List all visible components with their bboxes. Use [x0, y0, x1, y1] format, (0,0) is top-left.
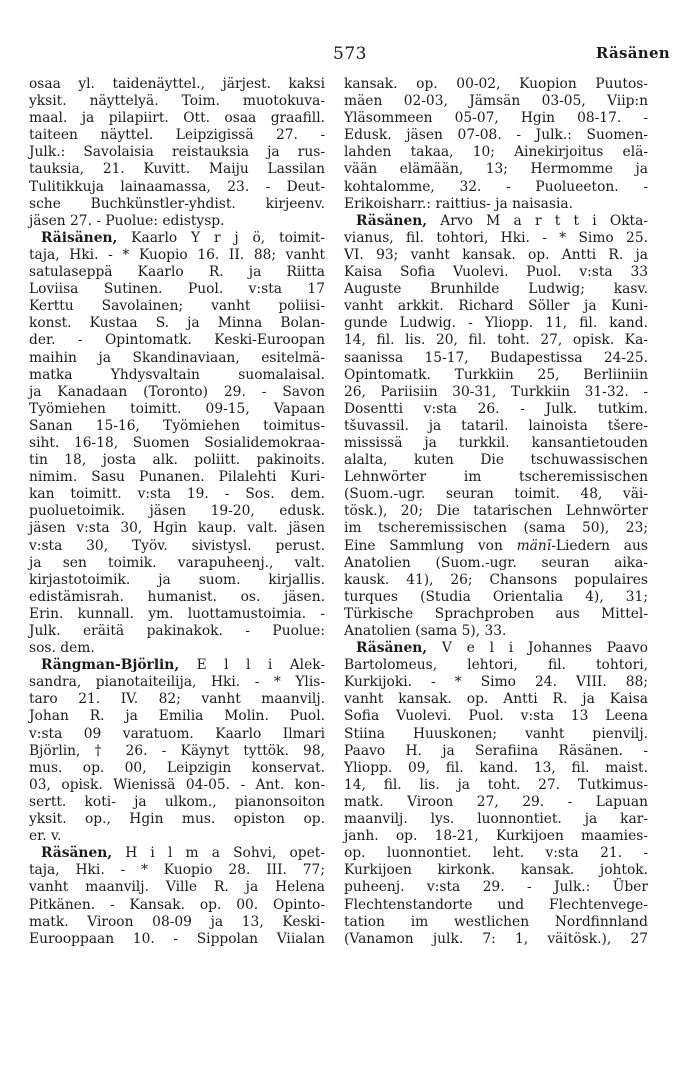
text-line: maal. ja pilapiirt. Ott. osaa graafill. — [29, 110, 325, 127]
entry-heading-line — [344, 213, 648, 230]
page-header — [30, 44, 670, 68]
text-line: yksit. näyttelyä. Toim. muotokuva- — [29, 93, 325, 110]
text-line: kirjastotoimik. ja suom. kirjallis. — [29, 571, 325, 588]
entry-heading-line — [344, 640, 648, 657]
text-line: Opintomatk. Turkkiin 25, Berliiniin — [344, 366, 648, 383]
text-line: 26, Pariisiin 30-31, Turkkiin 31-32. - — [344, 383, 648, 400]
text-line: Loviisa Sutinen. Puol. v:sta 17 — [29, 281, 325, 298]
text-line: taja, Hki. - * Kuopio 28. III. 77; — [29, 862, 325, 879]
text-line: Kurkijoki. - * Simo 24. VIII. 88; — [344, 674, 648, 691]
text-line: konst. Kustaa S. ja Minna Bolan- — [29, 315, 325, 332]
entry-text: Okta- — [609, 212, 648, 229]
text-line: saanissa 15-17, Budapestissa 24-25. — [344, 349, 648, 366]
text-line: v:sta 09 varatuom. Kaarlo Ilmari — [29, 725, 325, 742]
text-line: tin 18, josta alk. poliitt. pakinoits. — [29, 452, 325, 469]
text-line: matk. Viroon 08-09 ja 13, Keski- — [29, 913, 325, 930]
entry-name: Räsänen, — [356, 212, 428, 229]
text-line: (Suom.-ugr. seuran toimit. 48, väi- — [344, 486, 648, 503]
text-line: Julk. eräitä pakinakok. - Puolue: — [29, 623, 325, 639]
text-line: Tulitikkuja lainaamassa, 23. - Deut- — [29, 178, 325, 195]
text-line: Anatolien (Suom.-ugr. seuran aika- — [344, 554, 648, 571]
text-line: Kaisa Sofia Vuolevi. Puol. v:sta 33 — [344, 264, 648, 281]
text-line: Yliopp. 09, fil. kand. 13, fil. maist. — [344, 759, 648, 776]
text-line: tauksia, 21. Kuvitt. Maiju Lassilan — [29, 161, 325, 178]
text-line: Dosentti v:sta 26. - Julk. tutkim. — [344, 400, 648, 417]
text-line: Türkische Sprachproben aus Mittel- — [344, 605, 648, 622]
text-line: maanvilj. lys. luonnontiet. ja kar- — [344, 811, 648, 828]
text-line: Julk.: Savolaisia reistauksia ja rus- — [29, 144, 325, 161]
text-line: alalta, kuten Die tschuwassischen — [344, 452, 648, 469]
text-line: lahden takaa, 10; Ainekirjoitus elä- — [344, 144, 648, 161]
text-line: taro 21. IV. 82; vanht maanvilj. — [29, 691, 325, 708]
text-line: puoluetoimik. jäsen 19-20, edusk. — [29, 503, 325, 520]
text-line: Paavo H. ja Serafiina Räsänen. - — [344, 742, 648, 759]
text-line: 14, fil. lis. ja toht. 27. Tutkimus- — [344, 776, 648, 793]
entry-heading-line — [29, 657, 325, 674]
text-segment: -Liedern aus — [551, 537, 648, 554]
text-line: sertt. koti- ja ulkom., pianonsoiton — [29, 793, 325, 810]
text-line: kan toimitt. v:sta 19. - Sos. dem. — [29, 486, 325, 503]
text-line: maihin ja Skandinaviaan, esitelmä- — [29, 349, 325, 366]
text-line: v:sta 30, Työv. sivistysl. perust. — [29, 537, 325, 554]
text-line: (Vanamon julk. 7: 1, väitösk.), 27 — [344, 930, 648, 947]
text-line: Erikoisharr.: raittius- ja naisasia. — [344, 195, 574, 212]
text-line: vanht kansak. op. Antti R. ja Kaisa — [344, 691, 648, 708]
entry-heading-line — [29, 230, 325, 247]
text-line: vään elämään, 13; Hermomme ja — [344, 161, 648, 178]
text-line: kausk. 41), 26; Chansons populaires — [344, 571, 648, 588]
text-line: vanht maanvilj. Ville R. ja Helena — [29, 879, 325, 896]
entry-text: Alek- — [289, 657, 326, 674]
given-names: Kaarlo Y r j ö, — [131, 229, 266, 246]
text-line: ja sen toimik. varapuheenj., valt. — [29, 554, 325, 571]
entry-name: Rängman-Björlin, — [41, 657, 180, 674]
text-line: Edusk. jäsen 07-08. - Julk.: Suomen- — [344, 127, 648, 144]
text-line: mäen 02-03, Jämsän 03-05, Viip:n — [344, 93, 648, 110]
text-line: tösk.), 20; Die tatarischen Lehnwörter — [344, 503, 648, 520]
text-line: Stiina Huuskonen; vanht pienvilj. — [344, 725, 648, 742]
given-names: V e l i — [441, 640, 514, 657]
text-line: osaa yl. taidenäyttel., järjest. kaksi — [29, 76, 325, 92]
entry-heading-line — [29, 845, 325, 862]
text-line: Työmiehen toimitt. 09-15, Vapaan — [29, 400, 325, 417]
text-line: Anatolien (sama 5), 33. — [344, 623, 507, 639]
text-line: puheenj. v:sta 29. - Julk.: Über — [344, 879, 648, 896]
text-line: vianus, fil. tohtori, Hki. - * Simo 25. — [344, 229, 648, 246]
text-line: gunde Ludwig. - Yliopp. 11, fil. kand. — [344, 315, 648, 332]
text-line: kansak. op. 00-02, Kuopion Puutos- — [344, 76, 648, 92]
left-column — [29, 76, 325, 948]
text-line: 03, opisk. Wienissä 04-05. - Ant. kon- — [29, 776, 325, 793]
text-line: jäsen v:sta 30, Hgin kaup. valt. jäsen — [29, 520, 325, 537]
text-line: yksit. op., Hgin mus. opiston op. — [29, 811, 325, 828]
text-line: Sanan 15-16, Työmiehen toimitus- — [29, 417, 325, 434]
text-line: matk. Viroon 27, 29. - Lapuan — [344, 793, 648, 810]
text-line: Sofia Vuolevi. Puol. v:sta 13 Leena — [344, 708, 648, 725]
text-line: sandra, pianotaiteilija, Hki. - * Ylis- — [29, 674, 325, 691]
text-line: VI. 93; vanht kansak. op. Antti R. ja — [344, 246, 648, 263]
text-line: taiteen näyttel. Leipzigissä 27. - — [29, 127, 325, 144]
text-line: Bartolomeus, lehtori, fil. tohtori, — [344, 657, 648, 674]
text-line: Lehnwörter im tscheremissischen — [344, 469, 648, 486]
text-line: Kerttu Savolainen; vanht poliisi- — [29, 298, 325, 315]
given-names: E l l i — [196, 657, 273, 674]
text-line: tšuvassil. ja tataril. lainoista tšere- — [344, 417, 648, 434]
text-line: jäsen 27. - Puolue: edistysp. — [29, 212, 225, 229]
italic-term: mänī — [516, 537, 552, 554]
given-names: Arvo M a r t t i — [440, 212, 597, 229]
text-line: Erin. kunnall. ym. luottamustoimia. - — [29, 605, 325, 622]
text-line: Kurkijoen kirkonk. kansak. johtok. — [344, 862, 648, 879]
entry-text: toimit- — [279, 229, 325, 246]
text-line: satulaseppä Kaarlo R. ja Riitta — [29, 264, 325, 281]
text-line: op. luonnontiet. leht. v:sta 21. - — [344, 845, 648, 862]
entry-name: Räisänen, — [41, 229, 118, 246]
running-head: Räsänen — [595, 44, 670, 62]
entry-name: Räsänen, — [41, 845, 113, 862]
text-segment: Eine Sammlung von — [344, 537, 517, 554]
text-line: Björlin, † 26. - Käynyt tyttök. 98, — [29, 742, 325, 759]
text-line: taja, Hki. - * Kuopio 16. II. 88; vanht — [29, 246, 325, 263]
text-line: turques (Studia Orientalia 4), 31; — [344, 588, 648, 605]
text-line: sche Buchkünstler-yhdist. kirjeenv. — [29, 195, 325, 212]
text-line: im tscheremissischen (sama 50), 23; — [344, 520, 648, 537]
text-line: matka Yhdysvaltain suomalaisal. — [29, 366, 325, 383]
entry-text: Sohvi, opet- — [233, 845, 325, 862]
page-number: 573 — [333, 44, 367, 64]
text-line: Auguste Brunhilde Ludwig; kasv. — [344, 281, 648, 298]
text-line: nimim. Sasu Punanen. Pilalehti Kuri- — [29, 469, 325, 486]
text-line: mus. op. 00, Leipzigin konservat. — [29, 759, 325, 776]
text-line: kohtalomme, 32. - Puolueeton. - — [344, 178, 648, 195]
text-line: 14, fil. lis. 20, fil. toht. 27, opisk. Ka- — [344, 332, 648, 349]
entry-text: Johannes Paavo — [528, 640, 648, 657]
text-line: edistämisrah. humanist. os. jäsen. — [29, 588, 325, 605]
text-line: Pitkänen. - Kansak. op. 00. Opinto- — [29, 896, 325, 913]
text-line: er. v. — [29, 828, 62, 845]
given-names: H i l m a — [125, 845, 220, 862]
text-line: Eurooppaan 10. - Sippolan Viialan — [29, 930, 325, 947]
text-line — [344, 538, 648, 555]
text-line: sos. dem. — [29, 640, 95, 657]
text-line: Flechtenstandorte und Flechtenvege- — [344, 896, 648, 913]
entry-name: Räsänen, — [356, 640, 428, 657]
text-line: Johan R. ja Emilia Molin. Puol. — [29, 708, 325, 725]
text-line: tation im westlichen Nordfinnland — [344, 913, 648, 930]
right-column — [344, 76, 648, 948]
text-line: Yläsommeen 05-07, Hgin 08-17. - — [344, 110, 648, 127]
text-line: mississä ja turkkil. kansantietouden — [344, 434, 648, 451]
text-line: vanht arkkit. Richard Söller ja Kuni- — [344, 298, 648, 315]
text-line: der. - Opintomatk. Keski-Euroopan — [29, 332, 325, 349]
text-line: siht. 16-18, Suomen Sosialidemokraa- — [29, 434, 325, 451]
text-line: janh. op. 18-21, Kurkijoen maamies- — [344, 828, 648, 845]
text-line: ja Kanadaan (Toronto) 29. - Savon — [29, 383, 325, 400]
